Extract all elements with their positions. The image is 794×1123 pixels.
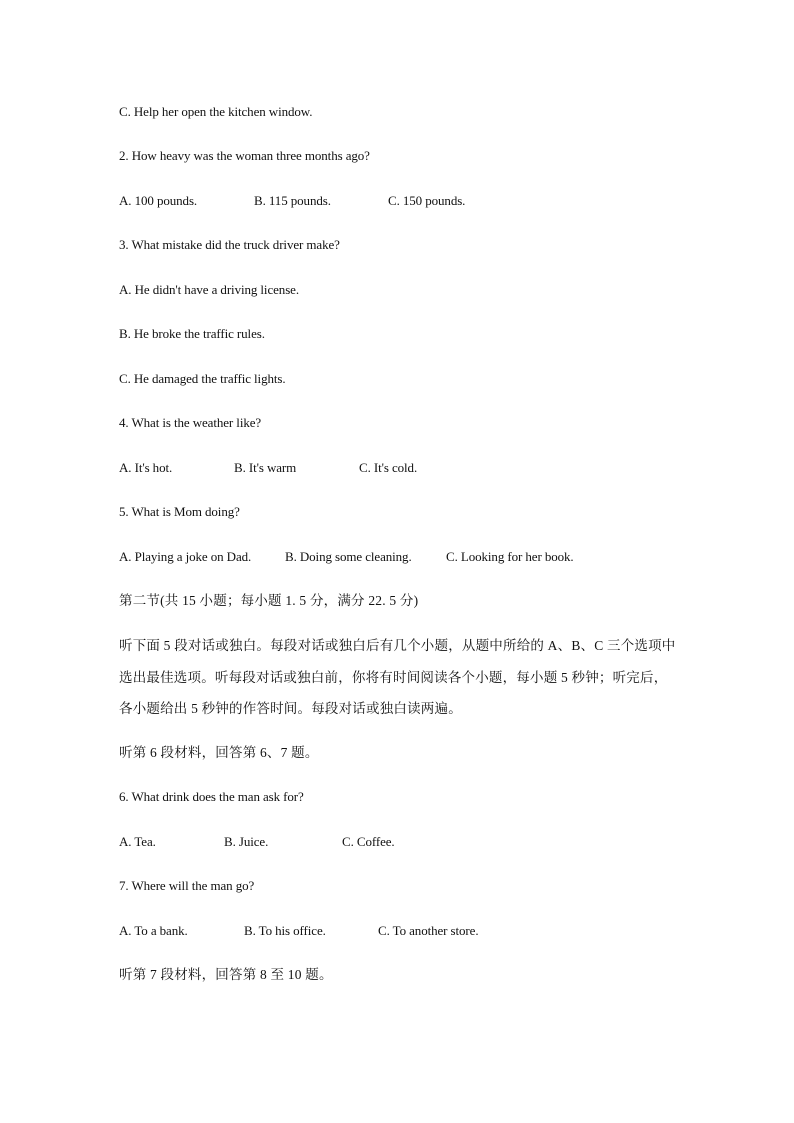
q1-option-c: C. Help her open the kitchen window. (119, 104, 313, 119)
q2-option-a: A. 100 pounds. (119, 193, 198, 208)
q3-option-b: B. He broke the traffic rules. (119, 326, 265, 341)
q6-option-a: A. Tea. (119, 834, 156, 849)
q7-question: 7. Where will the man go? (119, 878, 255, 893)
passage7-header: 听第 7 段材料，回答第 8 至 10 题。 (119, 967, 333, 982)
q3-option-a: A. He didn't have a driving license. (119, 282, 299, 297)
q2-option-b: B. 115 pounds. (254, 193, 331, 208)
q5-option-c: C. Looking for her book. (446, 549, 574, 564)
passage6-header: 听第 6 段材料，回答第 6、7 题。 (119, 745, 319, 760)
q7-option-b: B. To his office. (244, 923, 326, 938)
q6-question: 6. What drink does the man ask for? (119, 789, 304, 804)
q4-option-a: A. It's hot. (119, 460, 173, 475)
q4-option-b: B. It's warm (234, 460, 297, 475)
section2-heading: 第二节(共 15 小题；每小题 1. 5 分，满分 22. 5 分) (119, 593, 419, 608)
q3-question: 3. What mistake did the truck driver make? (119, 237, 340, 252)
q2-option-c: C. 150 pounds. (388, 193, 466, 208)
q7-option-a: A. To a bank. (119, 923, 188, 938)
q4-question: 4. What is the weather like? (119, 415, 262, 430)
q5-option-a: A. Playing a joke on Dad. (119, 549, 252, 564)
q6-option-c: C. Coffee. (342, 834, 395, 849)
q2-question: 2. How heavy was the woman three months ago? (119, 148, 370, 163)
q6-option-b: B. Juice. (224, 834, 269, 849)
q5-option-b: B. Doing some cleaning. (285, 549, 412, 564)
q7-option-c: C. To another store. (378, 923, 479, 938)
q5-question: 5. What is Mom doing? (119, 504, 240, 519)
q3-option-c: C. He damaged the traffic lights. (119, 371, 286, 386)
q4-option-c: C. It's cold. (359, 460, 418, 475)
section2-instructions: 听下面 5 段对话或独白。每段对话或独白后有几个小题，从题中所给的 A、B、C 三个选项中选出最佳选项。听每段对话或独白前，你将有时间阅读各个小题，每小题 5 秒钟；听完后，各小题给出 5 秒钟的作答时间。每段对话或独白读两遍。 (119, 638, 676, 716)
